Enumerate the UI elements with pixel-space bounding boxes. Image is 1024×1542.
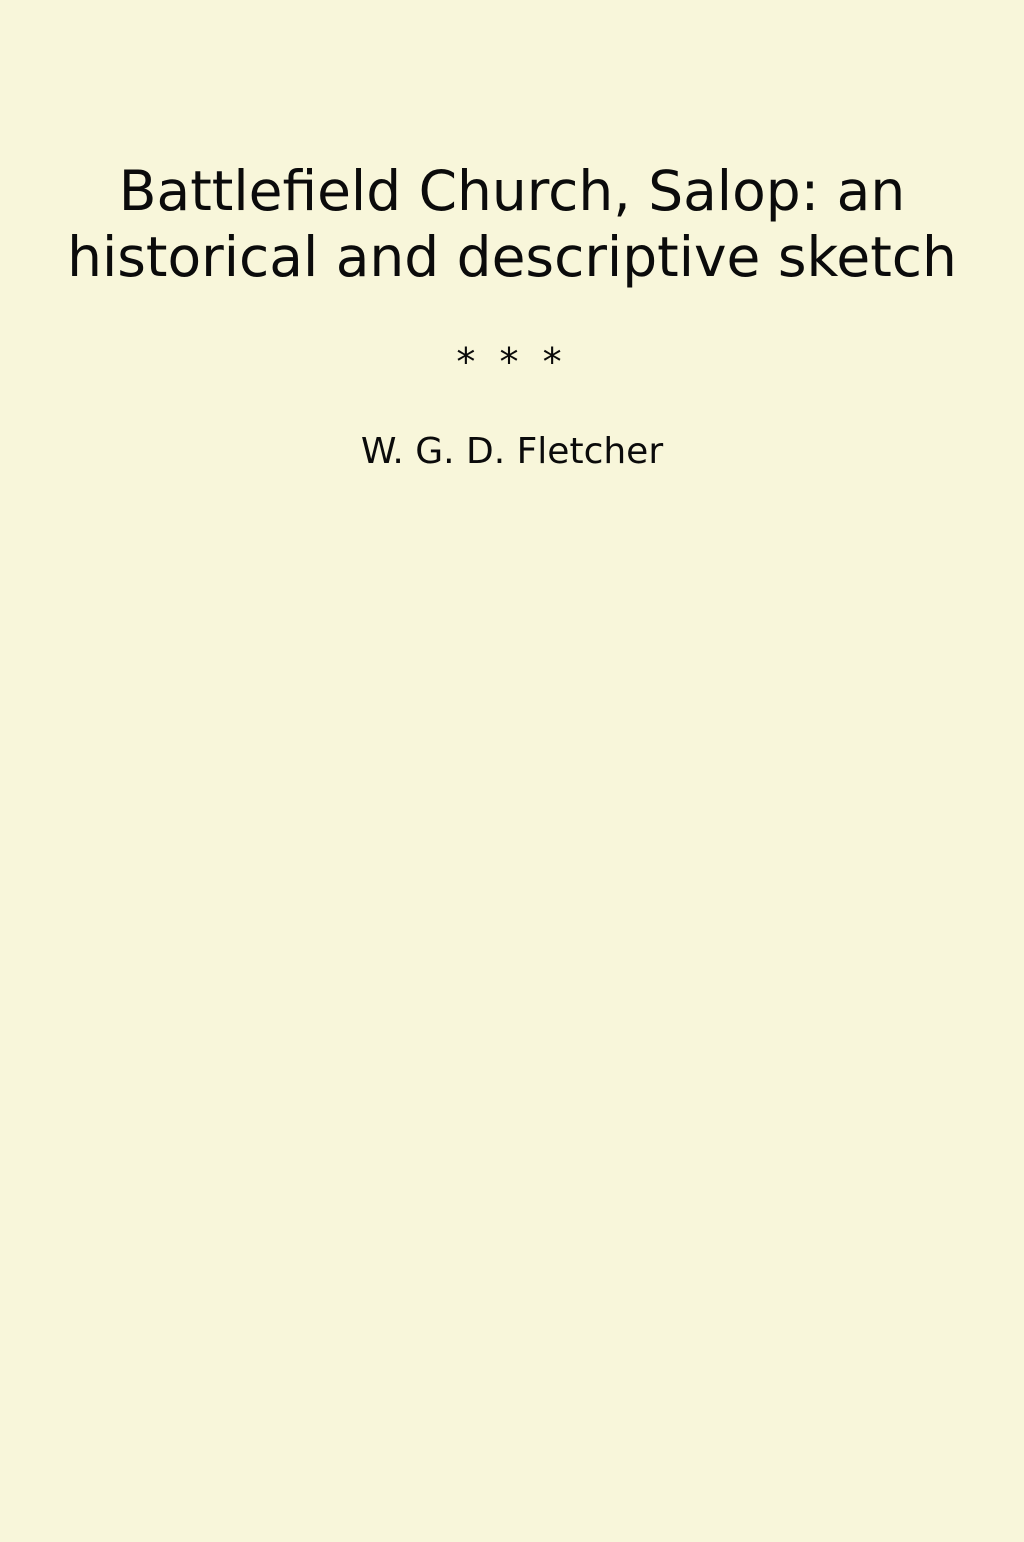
page-title: Battlefield Church, Salop: an historical and descriptive sketch: [67, 159, 957, 289]
page-body-blank: [52, 474, 972, 1374]
title-block: [52, 0, 972, 474]
author-name: W. G. D. Fletcher: [360, 431, 664, 472]
title-separator: * * *: [456, 340, 568, 384]
